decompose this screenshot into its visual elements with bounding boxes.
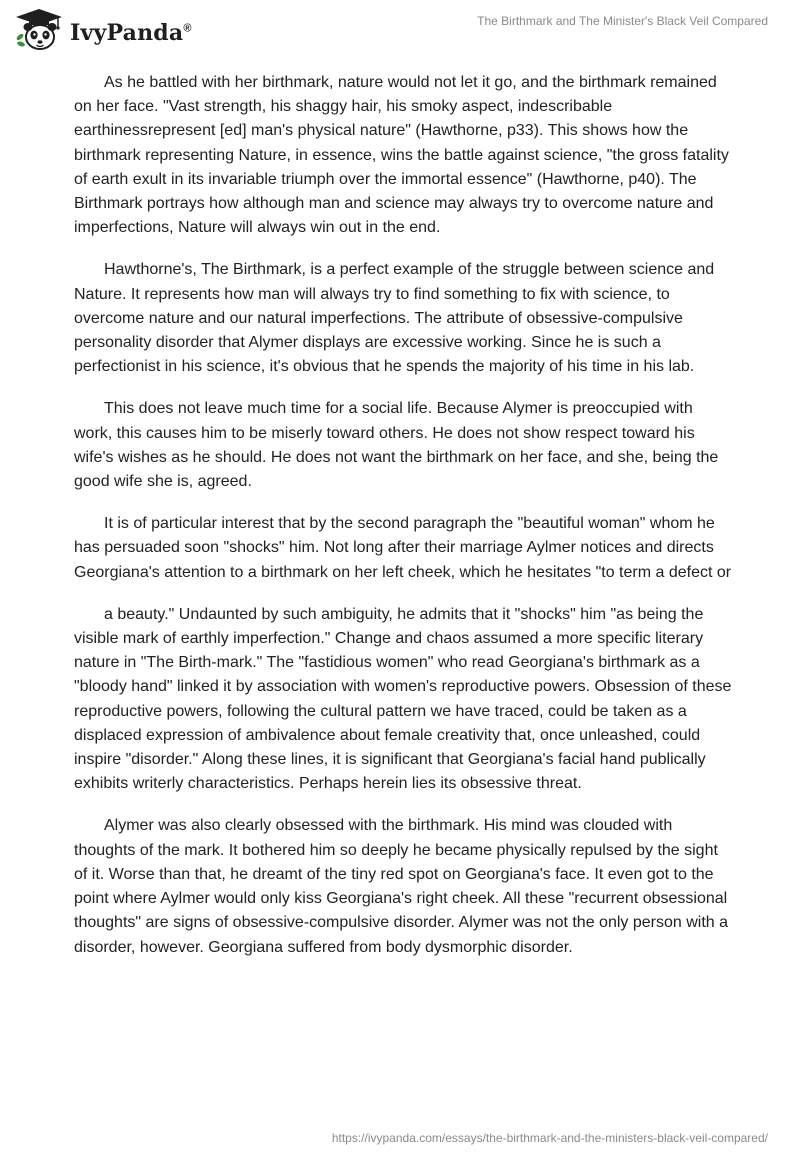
document-title: The Birthmark and The Minister's Black Veil Compared xyxy=(477,14,768,28)
paragraph: a beauty." Undaunted by such ambiguity, he admits that it "shocks" him "as being the visible mark of earthly imperfection." Change and chaos assumed a more specific literary nature in "The Birth-mark." The "fastidious women" who read Georgiana's birthmark as a "bloody hand" linked it by association with women's reproductive powers. Obsession of these reproductive powers, following the cultural pattern we have traced, could be taken as a displaced expression of ambivalence about female creativity that, once unleashed, could inspire "disorder." Along these lines, it is significant that Georgiana's facial hand publically exhibits writerly characteristics. Perhaps herein lies its obsessive threat. xyxy=(74,605,732,793)
panda-graduation-cap-icon xyxy=(14,8,64,52)
paragraph: This does not leave much time for a social life. Because Alymer is preoccupied with work, this causes him to be miserly toward others. He does not show respect toward his wife's wishes as he should. He does not want the birthmark on her face, and she, being the good wife she is, agreed. xyxy=(74,400,719,491)
paragraph: Alymer was also clearly obsessed with the birthmark. His mind was clouded with thoughts of the mark. It bothered him so deeply he became physically repulsed by the sight of it. Worse than that, he dreamt of the tiny red spot on Georgiana's face. It even got to the point where Aylmer would only kiss Georgiana's right cheek. All these "recurrent obsessional thoughts" are signs of obsessive-compulsive disorder. Alymer was not the only person with a disorder, however. Georgiana suffered from body dysmorphic disorder. xyxy=(74,817,729,956)
paragraph: Hawthorne's, The Birthmark, is a perfect example of the struggle between science and Nature. It represents how man will always try to find something to fix with science, to overcome nature and our natural imperfections. The attribute of obsessive-compulsive personality disorder that Alymer displays are excessive working. Since he is such a perfectionist in his science, it's obvious that he spends the majority of his time in his lab. xyxy=(74,261,715,376)
ivypanda-logo[interactable] xyxy=(14,8,192,52)
brand-name-text: IvyPanda xyxy=(70,20,184,46)
paragraph: As he battled with her birthmark, nature would not let it go, and the birthmark remained on her face. "Vast strength, his shaggy hair, his smoky aspect, indescribable earthinessrepresent [ed] man's physical nature" (Hawthorne, p33). This shows how the birthmark representing Nature, in essence, wins the battle against science, "the gross fatality of earth exult in its invariable triumph over the immortal essence" (Hawthorne, p40). The Birthmark portrays how although man and science may always try to overcome nature and imperfections, Nature will always win out in the end. xyxy=(74,74,729,237)
paragraph: It is of particular interest that by the second paragraph the "beautiful woman" whom he has persuaded soon "shocks" him. Not long after their marriage Aylmer notices and directs Georgiana's attention to a birthmark on her left cheek, which he hesitates "to term a defect or xyxy=(74,515,732,581)
brand-name xyxy=(70,20,192,46)
source-url[interactable]: https://ivypanda.com/essays/the-birthmark-and-the-ministers-black-veil-compared/ xyxy=(331,1131,768,1145)
page-header xyxy=(0,0,800,60)
essay-body xyxy=(74,71,734,978)
registered-mark: ® xyxy=(183,22,192,35)
